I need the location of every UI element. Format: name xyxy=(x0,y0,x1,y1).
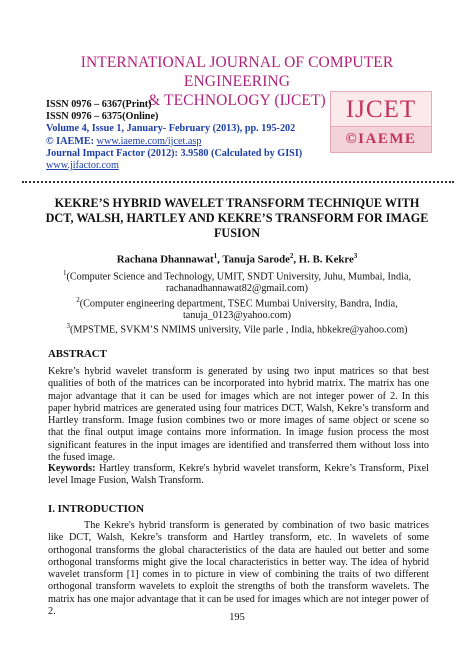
logo-top-text: IJCET xyxy=(330,91,432,127)
issn-print: ISSN 0976 – 6367(Print) xyxy=(46,99,152,110)
journal-title-line1: INTERNATIONAL JOURNAL OF COMPUTER ENGINEERING xyxy=(80,54,394,90)
affiliation-sup: 3 xyxy=(66,322,70,331)
affiliations xyxy=(46,268,428,336)
issn-online: ISSN 0976 – 6375(Online) xyxy=(46,111,159,123)
paper-title-line2: DCT, WALSH, HARTLEY AND KEKRE’S TRANSFORM FOR IMAGE xyxy=(45,210,429,225)
affiliation-sup: 2 xyxy=(76,295,80,304)
author-name: Tanuja Sarode xyxy=(222,253,290,266)
author-list xyxy=(40,252,434,266)
ijcet-logo xyxy=(330,91,432,153)
author-separator: , xyxy=(293,253,299,266)
author-separator: , xyxy=(217,253,223,266)
author-sup: 1 xyxy=(213,252,218,260)
author-name: Rachana Dhannawat xyxy=(116,253,214,266)
iaeme-link[interactable]: www.iaeme.com/ijcet.asp xyxy=(96,135,202,147)
affiliation-3 xyxy=(46,321,428,336)
affiliation-1-email: rachanadhannawat82@gmail.com) xyxy=(165,282,309,294)
abstract-heading: ABSTRACT xyxy=(48,348,107,360)
journal-metadata xyxy=(46,99,316,172)
dotted-divider xyxy=(22,181,454,183)
affiliation-text: (MPSTME, SVKM’S NMIMS university, Vile parle , India, hbkekre@yahoo.com) xyxy=(69,324,408,336)
iaeme-prefix: © IAEME: xyxy=(46,135,97,147)
affiliation-1 xyxy=(46,268,428,283)
author-name: H. B. Kekre xyxy=(298,253,354,266)
paper-title xyxy=(40,196,434,240)
affiliation-sup: 1 xyxy=(62,269,67,277)
page-number: 195 xyxy=(229,612,245,623)
keywords xyxy=(48,463,429,488)
introduction-body: The Kekre's hybrid transform is generated by combination of two basic matrices like DCT, Walsh, Kekre’s transform and Hartley transform, etc. In wavelets of some orthogonal transforms the global characteristics of the data are hauled out better and some orthogonal transforms might give the local characteristics in better way. The idea of hybrid wavelet transform [1] comes in to picture in view of combining the traits of two different orthogonal transform wavelets to exploit the strengths of both the transform wavelets. The matrix has one major advantage that it can be used for images which are not integer power of 2. xyxy=(48,520,429,618)
journal-title-line2: & TECHNOLOGY (IJCET) xyxy=(148,92,326,109)
keywords-text: Hartley transform, Kekre's hybrid wavelet transform, Kekre’s Transform, Pixel level Image Fusion, Walsh Transform. xyxy=(48,463,429,487)
logo-bottom-text: ©IAEME xyxy=(330,127,432,153)
author-sup: 2 xyxy=(289,252,294,260)
affiliation-2 xyxy=(46,295,428,310)
volume-info: Volume 4, Issue 1, January- February (2013), pp. 195-202 xyxy=(46,123,296,135)
abstract-body: Kekre’s hybrid wavelet transform is generated by using two input matrices so that best qualities of both of the matrices can be incorporated into hybrid matrix. The matrix has one major advantage that it can be used for images which are not integer power of 2. In this paper hybrid matrices are generated using four matrices DCT, Walsh, Kekre’s transform and Hartley transform. Image fusion combines two or more images of same object or scene so that the final output image contains more information. In image fusion process the most significant features in the input images are identified and transferred them without loss into the fused image. xyxy=(48,366,429,464)
affiliation-text: (Computer Science and Technology, UMIT, SNDT University, Juhu, Mumbai, India, xyxy=(66,271,412,283)
affiliation-2-email: tanuja_0123@yahoo.com) xyxy=(182,309,292,321)
iaeme-line xyxy=(46,136,316,148)
affiliation-text: (Computer engineering department, TSEC Mumbai University, Bandra, India, xyxy=(79,297,398,309)
author-sup: 3 xyxy=(353,252,358,260)
impact-factor: Journal Impact Factor (2012): 3.9580 (Calculated by GISI) xyxy=(46,147,303,159)
keywords-label: Keywords: xyxy=(48,463,96,474)
jifactor-link[interactable]: www.jifactor.com xyxy=(46,160,119,172)
introduction-heading: I. INTRODUCTION xyxy=(48,503,144,515)
paper-title-line3: FUSION xyxy=(213,225,261,240)
paper-title-line1: KEKRE’S HYBRID WAVELET TRANSFORM TECHNIQUE WITH xyxy=(54,196,420,210)
